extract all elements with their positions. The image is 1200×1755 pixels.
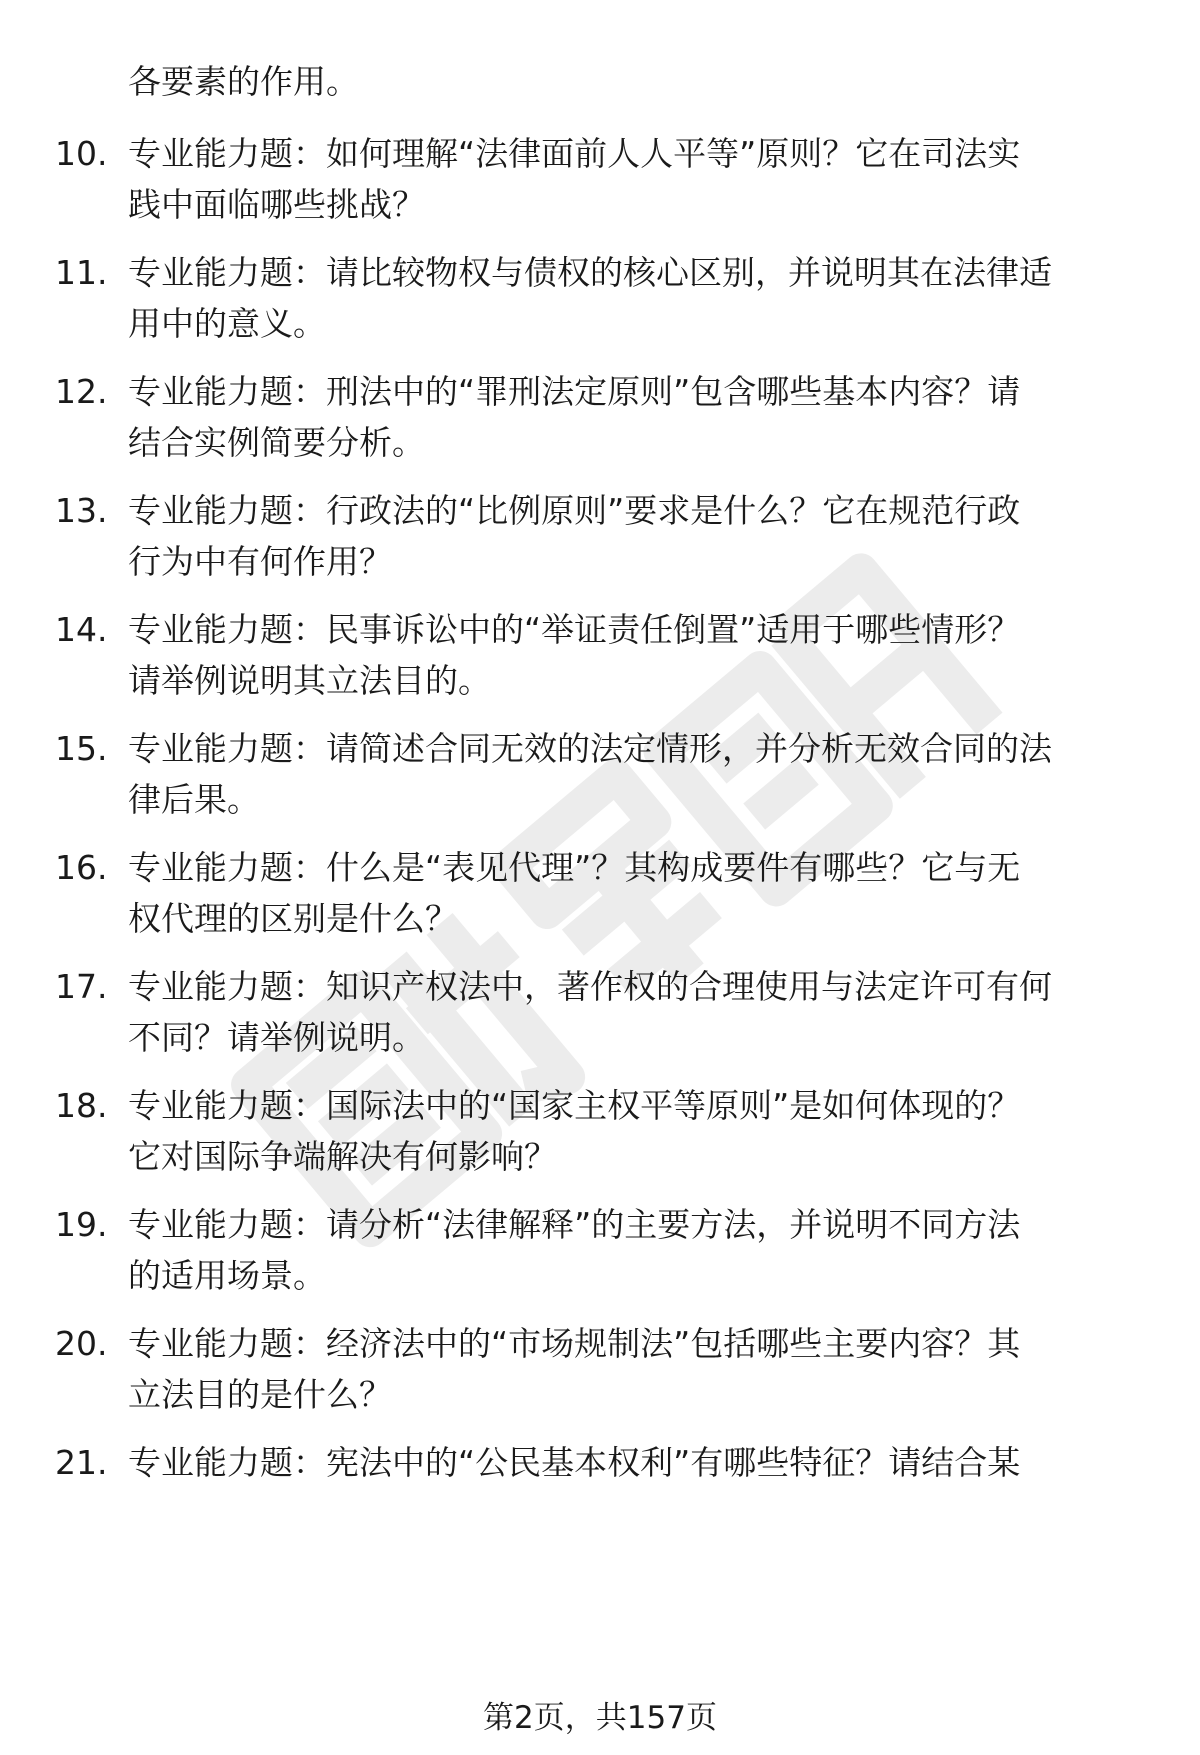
question-text-line: 立法目的是什么？ xyxy=(128,1375,392,1414)
question-text-line: 专业能力题：请比较物权与债权的核心区别，并说明其在法律适 xyxy=(128,253,1052,292)
question-text-line: 专业能力题：宪法中的“公民基本权利”有哪些特征？请结合某 xyxy=(128,1443,1021,1482)
question-text-line: 专业能力题：经济法中的“市场规制法”包括哪些主要内容？其 xyxy=(128,1324,1021,1363)
question-number: 18. xyxy=(55,1086,108,1125)
question-text xyxy=(128,1320,1138,1419)
question-text-line: 行为中有何作用？ xyxy=(128,542,392,581)
question-number: 14. xyxy=(55,610,108,649)
question-text-line: 请举例说明其立法目的。 xyxy=(128,661,491,700)
question-number: 15. xyxy=(55,729,108,768)
question-text xyxy=(128,1082,1138,1181)
question-text-line: 专业能力题：知识产权法中，著作权的合理使用与法定许可有何 xyxy=(128,967,1052,1006)
question-number: 19. xyxy=(55,1205,108,1244)
question-text-line: 践中面临哪些挑战？ xyxy=(128,185,425,224)
question-text xyxy=(128,249,1138,348)
question-text xyxy=(128,844,1138,943)
question-text xyxy=(128,1439,1138,1487)
question-text-line: 律后果。 xyxy=(128,780,260,819)
question-text xyxy=(128,487,1138,586)
page-number-footer: 第2页，共157页 xyxy=(483,1700,717,1736)
question-text-line: 专业能力题：国际法中的“国家主权平等原则”是如何体现的？ xyxy=(128,1086,1021,1125)
question-number: 21. xyxy=(55,1443,108,1482)
question-number: 16. xyxy=(55,848,108,887)
question-number: 17. xyxy=(55,967,108,1006)
question-text-line: 的适用场景。 xyxy=(128,1256,326,1295)
continuation-text: 各要素的作用。 xyxy=(128,62,359,101)
question-text-line: 专业能力题：刑法中的“罪刑法定原则”包含哪些基本内容？请 xyxy=(128,372,1021,411)
question-text xyxy=(128,606,1138,705)
question-text-line: 不同？请举例说明。 xyxy=(128,1018,425,1057)
question-text-line: 专业能力题：行政法的“比例原则”要求是什么？它在规范行政 xyxy=(128,491,1021,530)
question-number: 12. xyxy=(55,372,108,411)
question-text-line: 权代理的区别是什么？ xyxy=(128,899,458,938)
question-text xyxy=(128,368,1138,467)
question-text-line: 专业能力题：请简述合同无效的法定情形，并分析无效合同的法 xyxy=(128,729,1052,768)
question-text-line: 用中的意义。 xyxy=(128,304,326,343)
question-number: 13. xyxy=(55,491,108,530)
question-text xyxy=(128,1201,1138,1300)
question-text-line: 专业能力题：如何理解“法律面前人人平等”原则？它在司法实 xyxy=(128,134,1021,173)
question-text-line: 结合实例简要分析。 xyxy=(128,423,425,462)
question-text-line: 专业能力题：什么是“表见代理”？其构成要件有哪些？它与无 xyxy=(128,848,1021,887)
question-number: 20. xyxy=(55,1324,108,1363)
question-number: 10. xyxy=(55,134,108,173)
question-text-line: 专业能力题：请分析“法律解释”的主要方法，并说明不同方法 xyxy=(128,1205,1021,1244)
question-text xyxy=(128,130,1138,229)
question-text xyxy=(128,963,1138,1062)
question-number: 11. xyxy=(55,253,108,292)
question-text-line: 专业能力题：民事诉讼中的“举证责任倒置”适用于哪些情形？ xyxy=(128,610,1021,649)
question-text-line: 它对国际争端解决有何影响？ xyxy=(128,1137,557,1176)
question-text xyxy=(128,725,1138,824)
